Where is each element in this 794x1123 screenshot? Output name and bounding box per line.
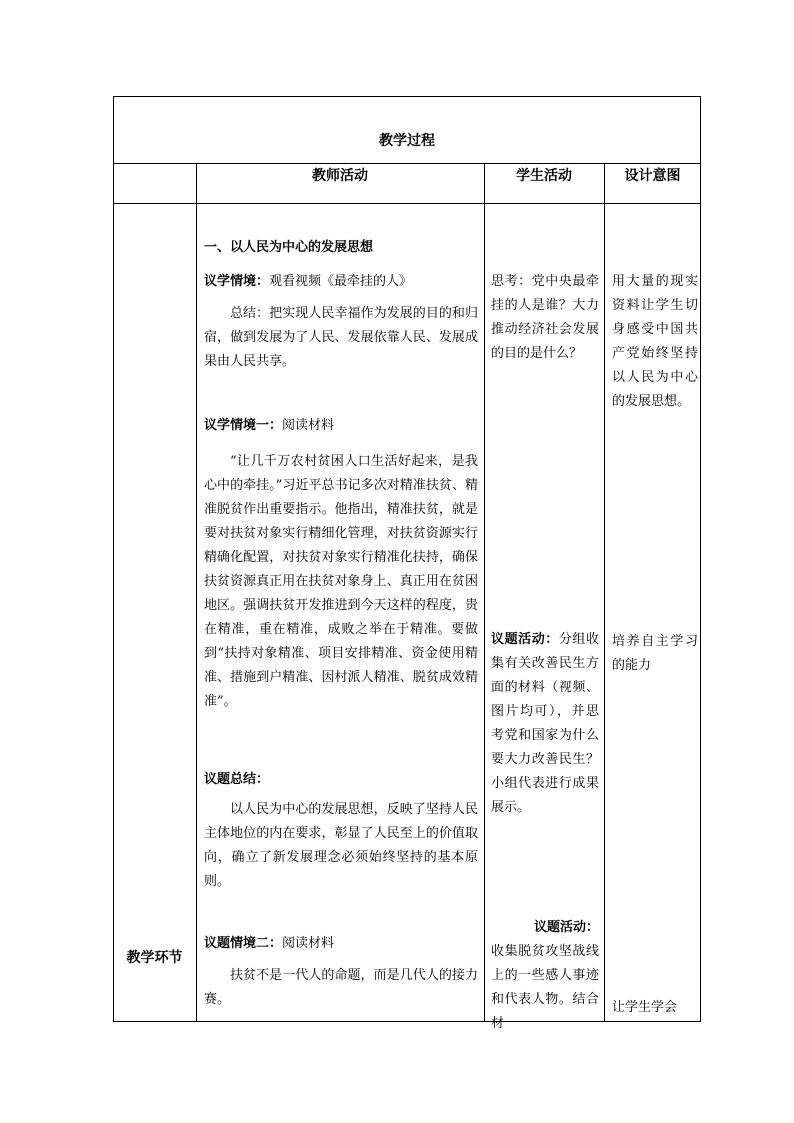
table-title: 教学过程 (379, 133, 435, 149)
summary-0: 总结：把实现人民幸福作为发展的目的和归宿，做到发展为了人民、发展依靠人民、发展成果由人民共享。 (204, 306, 478, 369)
student-activity-2 (491, 916, 599, 1036)
situation-2-label: 议题情境二： (204, 936, 283, 951)
intent-1: 用大量的现实资料让学生切身感受中国共产党始终坚持以人民为中心的发展思想。 (612, 274, 698, 409)
summary-label: 议题总结： (204, 772, 270, 787)
column-divider-3 (604, 163, 605, 1022)
intent-2: 培养自主学习的能力 (612, 634, 698, 673)
header-student-activity: 学生活动 (516, 168, 572, 184)
row-label-teaching-stage: 教学环节 (126, 950, 183, 966)
situation-0-text: 观看视频《最牵挂的人》 (269, 274, 413, 289)
material-1: “让几千万农村贫困人口生活好起来，是我心中的牵挂。”习近平总书记多次对精准扶贫、精准脱贫作出重要指示。他指出，精准扶贫，就是要对扶贫对象实行精细化管理，对扶贫资源实行精确化配置，对扶贫对象实行精准化扶持，确保扶贫资源真正用在扶贫对象身上、真正用在贫困地区。强调扶贫开发推进到今天这样的程度，贵在精准，重在精准，成败之举在于精准。要做到“扶持对象精准、项目安排精准、资金使用精准、措施到户精准、因村派人精准、脱贫成效精准”。 (204, 454, 478, 709)
student-think: 思考：党中央最牵挂的人是谁？大力推动经济社会发展的目的是什么？ (491, 274, 599, 361)
student-activity-1-label: 议题活动： (491, 632, 559, 647)
column-divider-1 (196, 163, 197, 1022)
section-title: 一、以人民为中心的发展思想 (204, 240, 374, 255)
header-teacher-activity: 教师活动 (312, 168, 368, 184)
situation-1-text: 阅读材料 (282, 418, 335, 433)
student-activity-2-text: 收集脱贫攻坚战线上的一些感人事迹和代表人物。结合材 (491, 944, 599, 1031)
student-activity-1-text: 分组收集有关改善民生方面的材料（视频、图片均可），并思考党和国家为什么要大力改善民生？小组代表进行成果展示。 (491, 632, 599, 815)
situation-0 (204, 270, 478, 294)
situation-1-label: 议学情境一： (204, 418, 283, 433)
situation-2 (204, 932, 478, 956)
student-activity-1 (491, 628, 599, 820)
student-activity-2-label: 议题活动： (533, 920, 599, 935)
header-design-intent: 设计意图 (624, 168, 681, 184)
header-row-divider (113, 203, 701, 204)
situation-1 (204, 414, 478, 438)
intent-3: 让学生学会 (612, 1000, 678, 1015)
material-2: 扶贫不是一代人的命题，而是几代人的接力赛。 (204, 968, 478, 1007)
situation-2-text: 阅读材料 (282, 936, 335, 951)
column-divider-2 (484, 163, 485, 1022)
summary-text: 以人民为中心的发展思想，反映了坚持人民主体地位的内在要求，彰显了人民至上的价值取向，确立了新发展理念必须始终坚持的基本原则。 (204, 802, 478, 889)
situation-0-label: 议学情境： (204, 274, 270, 289)
